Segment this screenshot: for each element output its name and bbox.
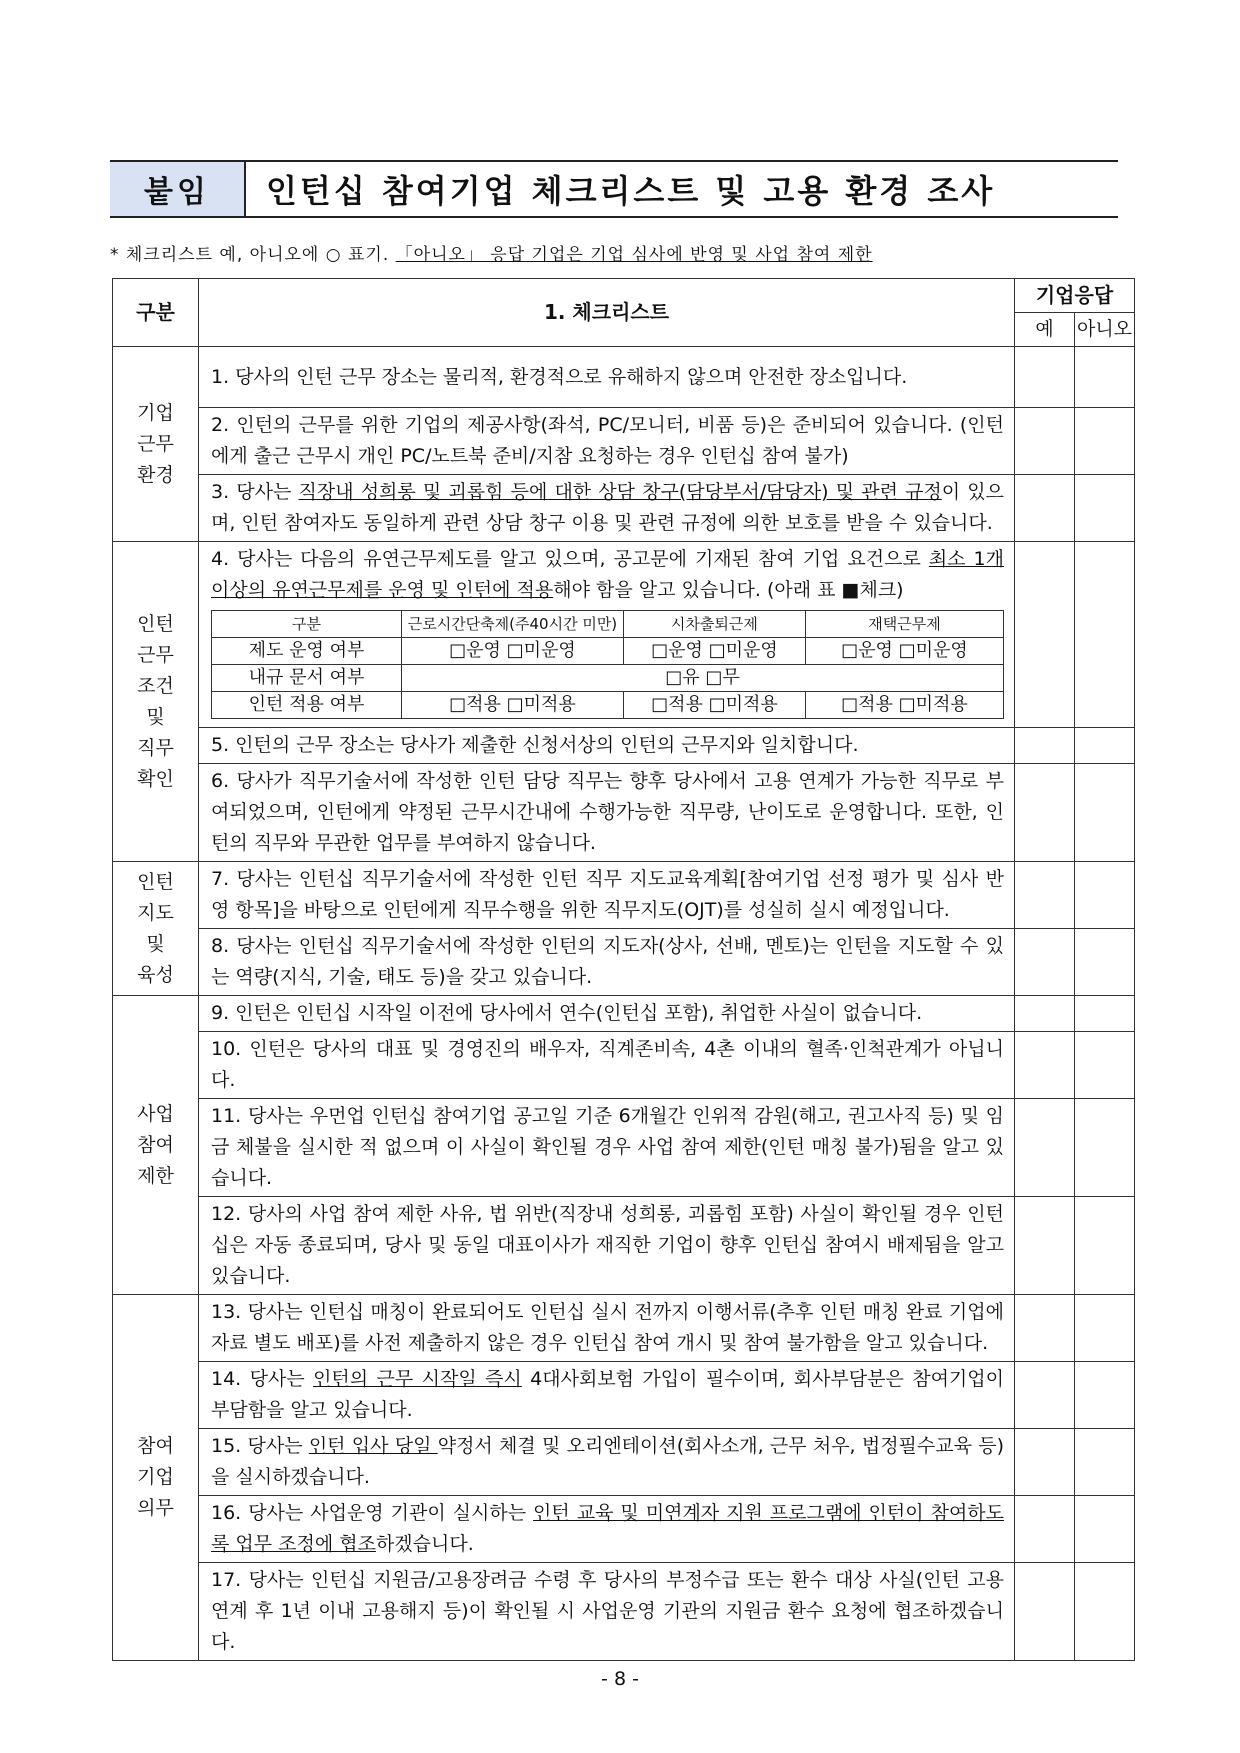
checklist-item: 17. 당사는 인턴십 지원금/고용장려금 수령 후 당사의 부정수급 또는 환수 대상 사실(인턴 고용연계 후 1년 이내 고용해지 등)이 확인될 시 사업운영 기관의 지원금 환수 요청에 협조하겠습니다. [199,1563,1015,1661]
yes-check-cell[interactable] [1015,862,1075,929]
yes-check-cell[interactable] [1015,764,1075,862]
item-text-underlined: 인턴 입사 당일 [308,1435,438,1457]
instruction-note [110,240,873,265]
table-row [113,1362,1135,1429]
no-check-cell[interactable] [1075,996,1135,1032]
table-row [113,929,1135,996]
flex-work-table [211,610,1004,719]
checklist-item [199,542,1015,728]
item-text-underlined: 인턴 교육 및 미연계자 지원 프로그램에 인턴이 참여하도록 업무 조정에 협조 [211,1502,1005,1555]
note-underlined: 「아니오」 응답 기업은 기업 심사에 반영 및 사업 참여 제한 [395,245,873,265]
flex-option-cell[interactable]: □운영 □미운영 [623,638,805,665]
flex-row-label: 인턴 적용 여부 [212,692,402,719]
flex-row-label: 내규 문서 여부 [212,665,402,692]
yes-check-cell[interactable] [1015,475,1075,542]
yes-check-cell[interactable] [1015,1362,1075,1429]
yes-check-cell[interactable] [1015,1099,1075,1197]
checklist-item: 8. 당사는 인턴십 직무기술서에 작성한 인턴의 지도자(상사, 선배, 멘토)는 인턴을 지도할 수 있는 역량(지식, 기술, 태도 등)을 갖고 있습니다. [199,929,1015,996]
col-response-header: 기업응답 [1015,279,1135,313]
table-row [113,1032,1135,1099]
table-row [113,1563,1135,1661]
item-text: 3. 당사는 [211,481,299,503]
flex-option-cell[interactable]: □운영 □미운영 [805,638,1003,665]
item-text: 4. 당사는 다음의 유연근무제도를 알고 있으며, 공고문에 기재된 참여 기업 요건으로 [211,548,929,570]
no-check-cell[interactable] [1075,1362,1135,1429]
checklist-item: 2. 인턴의 근무를 위한 기업의 제공사항(좌석, PC/모니터, 비품 등)은 준비되어 있습니다. (인턴에게 출근 근무시 개인 PC/노트북 준비/지참 요청하는 경우 인턴십 참여 불가) [199,408,1015,475]
checklist-item: 7. 당사는 인턴십 직무기술서에 작성한 인턴 직무 지도교육계획[참여기업 선정 평가 및 심사 반영 항목]을 바탕으로 인턴에게 직무수행을 위한 직무지도(OJT)를 성실히 실시 예정입니다. [199,862,1015,929]
document-title: 인턴십 참여기업 체크리스트 및 고용 환경 조사 [266,172,996,210]
yes-check-cell[interactable] [1015,1197,1075,1295]
col-yes-header: 예 [1015,313,1075,347]
item-text-underlined: 인턴의 근무 시작일 즉시 [313,1368,522,1390]
no-check-cell[interactable] [1075,1197,1135,1295]
flex-header-cell: 근로시간단축제(주40시간 미만) [402,611,624,638]
item-text-underlined: 직장내 성희롱 및 괴롭힘 등에 대한 상담 창구(담당부서/담당자) 및 관련 규정 [298,481,942,503]
section-label: 참여 기업 의무 [113,1295,199,1661]
no-check-cell[interactable] [1075,1429,1135,1496]
checklist-item [199,1496,1015,1563]
no-check-cell[interactable] [1075,1099,1135,1197]
no-check-cell[interactable] [1075,728,1135,764]
yes-check-cell[interactable] [1015,347,1075,408]
checklist-item [199,1362,1015,1429]
no-check-cell[interactable] [1075,929,1135,996]
note-prefix: * 체크리스트 예, 아니오에 ○ 표기. [110,245,396,265]
flex-header-cell: 구분 [212,611,402,638]
flex-option-cell[interactable]: □유 □무 [402,665,1004,692]
table-row [113,1295,1135,1362]
section-label: 사업 참여 제한 [113,996,199,1295]
no-check-cell[interactable] [1075,764,1135,862]
checklist-item: 1. 당사의 인턴 근무 장소는 물리적, 환경적으로 유해하지 않으며 안전한 장소입니다. [199,347,1015,408]
item-text-underlined: 최소 1개 이상의 유연근무제를 운영 및 인턴에 적용 [211,548,1004,601]
table-row [113,542,1135,728]
yes-check-cell[interactable] [1015,1429,1075,1496]
checklist-item: 11. 당사는 우먼업 인턴십 참여기업 공고일 기준 6개월간 인위적 감원(해고, 권고사직 등) 및 임금 체불을 실시한 적 없으며 이 사실이 확인될 경우 사업 참여 제한(인턴 매칭 불가)됨을 알고 있습니다. [199,1099,1015,1197]
section-label: 기업 근무 환경 [113,347,199,542]
flex-row-label: 제도 운영 여부 [212,638,402,665]
table-header-row [113,279,1135,313]
checklist-item: 9. 인턴은 인턴십 시작일 이전에 당사에서 연수(인턴십 포함), 취업한 사실이 없습니다. [199,996,1015,1032]
yes-check-cell[interactable] [1015,996,1075,1032]
attachment-tag: 붙임 [110,162,246,216]
yes-check-cell[interactable] [1015,1032,1075,1099]
page-number: - 8 - [601,1668,639,1690]
no-check-cell[interactable] [1075,1496,1135,1563]
checklist-item: 12. 당사의 사업 참여 제한 사유, 법 위반(직장내 성희롱, 괴롭힘 포함) 사실이 확인될 경우 인턴십은 자동 종료되며, 당사 및 동일 대표이사가 재직한 기업이 향후 인턴십 참여시 배제됨을 알고 있습니다. [199,1197,1015,1295]
flex-table-header [212,611,1004,638]
no-check-cell[interactable] [1075,1563,1135,1661]
item-text: 16. 당사는 사업운영 기관이 실시하는 [211,1502,534,1524]
checklist-item: 13. 당사는 인턴십 매칭이 완료되어도 인턴십 실시 전까지 이행서류(추후 인턴 매칭 완료 기업에 자료 별도 배포)를 사전 제출하지 않은 경우 인턴십 참여 개시 및 참여 불가함을 알고 있습니다. [199,1295,1015,1362]
checklist-item: 10. 인턴은 당사의 대표 및 경영진의 배우자, 직계존비속, 4촌 이내의 혈족·인척관계가 아닙니다. [199,1032,1015,1099]
table-row [113,1099,1135,1197]
item-text: 약정서 체결 및 오리엔테이션(회사소개, 근무 처우, 법정필수교육 등)을 실시하겠습니다. [211,1435,1004,1488]
item-text: 하겠습니다. [375,1533,474,1555]
item-text: 14. 당사는 [211,1368,314,1390]
item-text: 해야 함을 알고 있습니다. (아래 표 ■체크) [553,579,904,601]
table-row [113,996,1135,1032]
checklist-item: 6. 당사가 직무기술서에 작성한 인턴 담당 직무는 향후 당사에서 고용 연계가 가능한 직무로 부여되었으며, 인턴에게 약정된 근무시간내에 수행가능한 직무량, 난이도로 운영합니다. 또한, 인턴의 직무와 무관한 업무를 부여하지 않습니다. [199,764,1015,862]
no-check-cell[interactable] [1075,542,1135,728]
section-label: 인턴 지도 및 육성 [113,862,199,996]
flex-option-cell[interactable]: □운영 □미운영 [402,638,624,665]
flex-table-row [212,665,1004,692]
col-category-header: 구분 [113,279,199,347]
item-text: 4대사회보험 가입이 필수이며, 회사부담분은 참여기업이 부담함을 알고 있습니다. [211,1368,1004,1421]
flex-option-cell[interactable]: □적용 □미적용 [402,692,624,719]
document-header [110,160,1118,218]
table-row [113,1197,1135,1295]
flex-option-cell[interactable]: □적용 □미적용 [805,692,1003,719]
no-check-cell[interactable] [1075,408,1135,475]
checklist-item: 5. 인턴의 근무 장소는 당사가 제출한 신청서상의 인턴의 근무지와 일치합니다. [199,728,1015,764]
checklist-item [199,1429,1015,1496]
checklist-table [112,278,1135,1661]
no-check-cell[interactable] [1075,862,1135,929]
no-check-cell[interactable] [1075,475,1135,542]
flex-header-cell: 재택근무제 [805,611,1003,638]
table-row [113,764,1135,862]
table-row [113,1429,1135,1496]
table-row [113,408,1135,475]
table-row [113,862,1135,929]
flex-option-cell[interactable]: □적용 □미적용 [623,692,805,719]
table-row [113,347,1135,408]
yes-check-cell[interactable] [1015,542,1075,728]
table-row [113,728,1135,764]
yes-check-cell[interactable] [1015,1496,1075,1563]
item-text: 이 있으며, 인턴 참여자도 동일하게 관련 상담 창구 이용 및 관련 규정에 의한 보호를 받을 수 있습니다. [211,481,1004,534]
item-text: 15. 당사는 [211,1435,309,1457]
table-row [113,475,1135,542]
section-label: 인턴 근무 조건 및 직무 확인 [113,542,199,862]
yes-check-cell[interactable] [1015,728,1075,764]
flex-header-cell: 시차출퇴근제 [623,611,805,638]
no-check-cell[interactable] [1075,1295,1135,1362]
yes-check-cell[interactable] [1015,929,1075,996]
no-check-cell[interactable] [1075,347,1135,408]
yes-check-cell[interactable] [1015,1295,1075,1362]
yes-check-cell[interactable] [1015,1563,1075,1661]
no-check-cell[interactable] [1075,1032,1135,1099]
checklist-item [199,475,1015,542]
col-no-header: 아니오 [1075,313,1135,347]
yes-check-cell[interactable] [1015,408,1075,475]
flex-table-row [212,638,1004,665]
col-checklist-header: 1. 체크리스트 [199,279,1015,347]
flex-table-row [212,692,1004,719]
table-row [113,1496,1135,1563]
